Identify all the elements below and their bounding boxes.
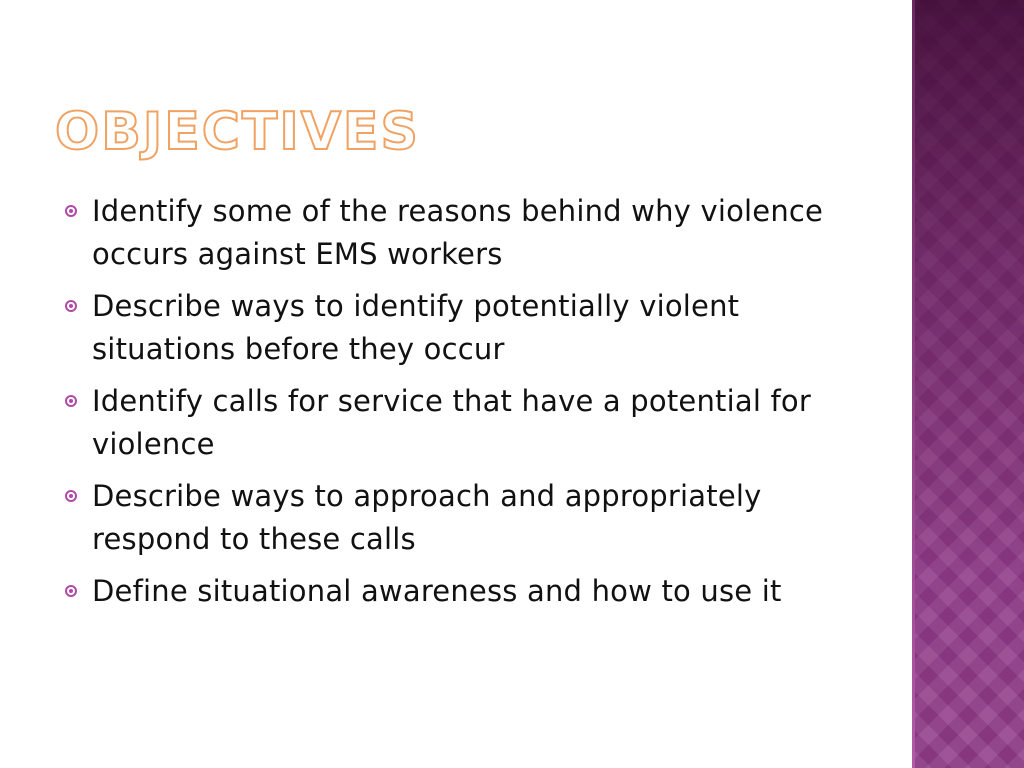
- list-item: [62, 475, 862, 561]
- side-band-edge: [912, 0, 915, 768]
- list-item: [62, 570, 862, 613]
- slide-title: OBJECTIVES: [55, 102, 420, 162]
- bullet-text: Describe ways to identify potentially violent situations before they occur: [92, 289, 740, 366]
- bullet-text: Identify calls for service that have a potential for violence: [92, 384, 812, 461]
- circled-dot-bullet-icon: [65, 585, 77, 597]
- list-item: [62, 380, 862, 466]
- bullet-text: Describe ways to approach and appropriately respond to these calls: [92, 479, 762, 556]
- bullet-list: [62, 190, 862, 622]
- circled-dot-bullet-icon: [65, 490, 77, 502]
- list-item: [62, 285, 862, 371]
- circled-dot-bullet-icon: [65, 205, 77, 217]
- bullet-text: Identify some of the reasons behind why violence occurs against EMS workers: [92, 194, 824, 271]
- circled-dot-bullet-icon: [65, 300, 77, 312]
- decorative-side-band: [912, 0, 1024, 768]
- list-item: [62, 190, 862, 276]
- circled-dot-bullet-icon: [65, 395, 77, 407]
- bullet-text: Define situational awareness and how to use it: [92, 574, 782, 608]
